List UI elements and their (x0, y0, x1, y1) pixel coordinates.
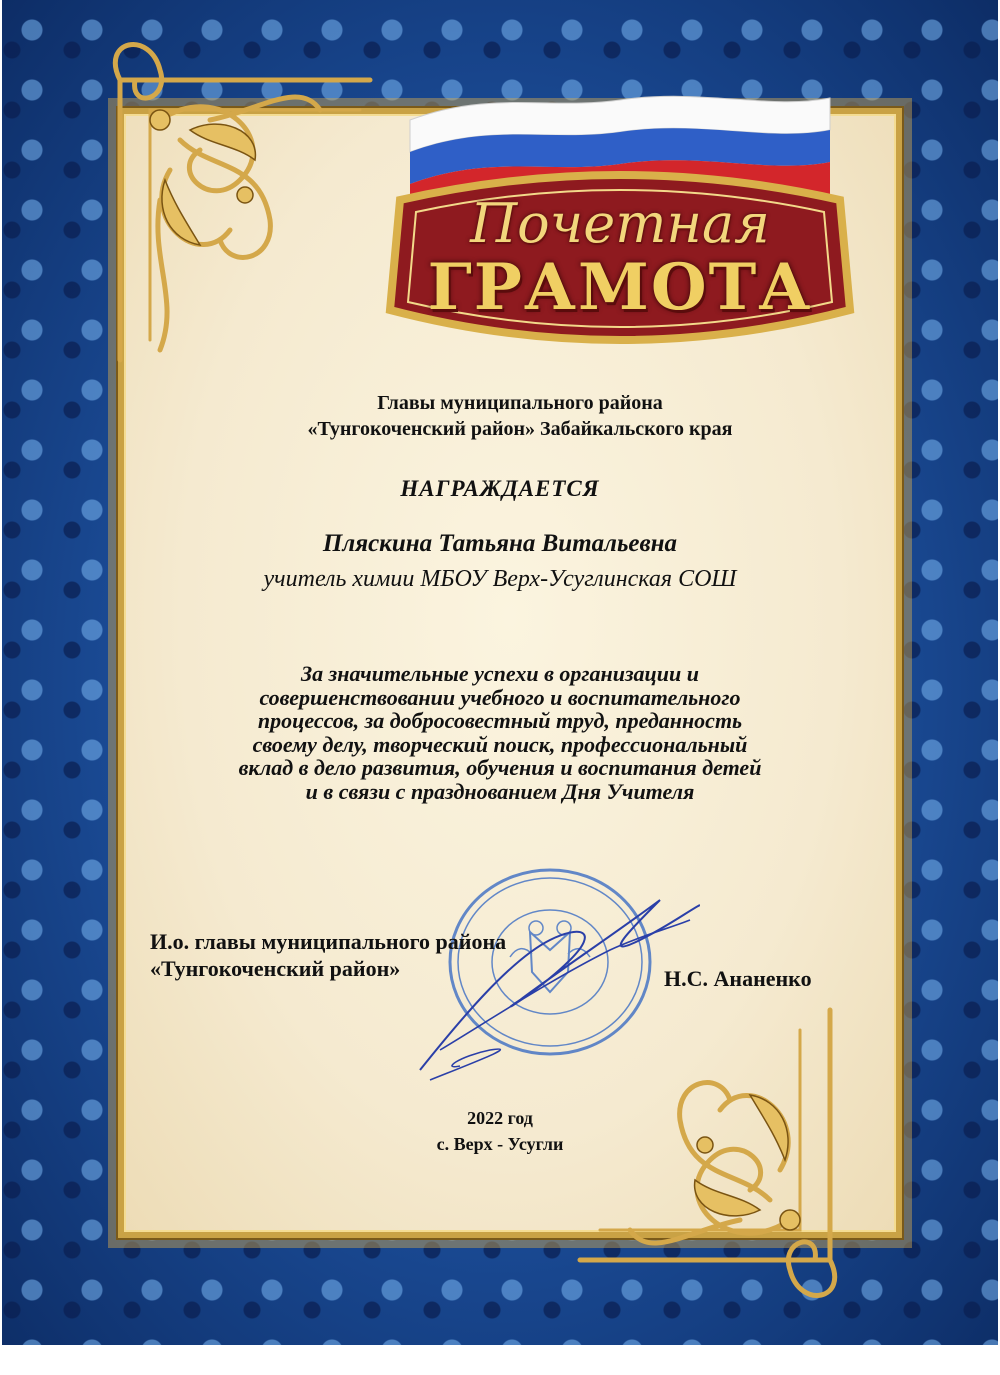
reason-line: процессов, за добросовестный труд, преданность (257, 708, 743, 733)
award-reason (140, 662, 860, 803)
reason-line: вклад в дело развития, обучения и воспитания детей (238, 755, 762, 780)
reason-line: и в связи с празднованием Дня Учителя (305, 778, 695, 804)
reason-line: совершенствовании учебного и воспитательного (259, 684, 741, 710)
recipient-name: Пляскина Татьяна Витальевна (322, 530, 678, 557)
title-main: ГРАМОТА (427, 250, 813, 325)
issuer (200, 390, 840, 442)
title-script: Почетная (470, 192, 770, 255)
signer-title (150, 928, 506, 982)
issuer-line-2: «Тунгокоченский район» Забайкальского края (307, 418, 733, 440)
signer-name: Н.С. Ананенко (664, 966, 812, 991)
ornament-top-left (60, 20, 390, 380)
issue-place: с. Верх - Усугли (436, 1134, 564, 1154)
awarded-label: НАГРАЖДАЕТСЯ (400, 476, 600, 501)
issuer-line-1: Главы муниципального района (377, 392, 663, 414)
signer-title-line-1: И.о. главы муниципального района (150, 929, 507, 954)
recipient-position: учитель химии МБОУ Верх-Усуглинская СОШ (263, 566, 737, 592)
signer-title-line-2: «Тунгокоченский район» (150, 956, 401, 981)
reason-line: За значительные успехи в организации и (300, 661, 699, 686)
reason-line: своему делу, творческий поиск, профессиональный (252, 731, 748, 757)
issue-year: 2022 год (467, 1108, 533, 1128)
